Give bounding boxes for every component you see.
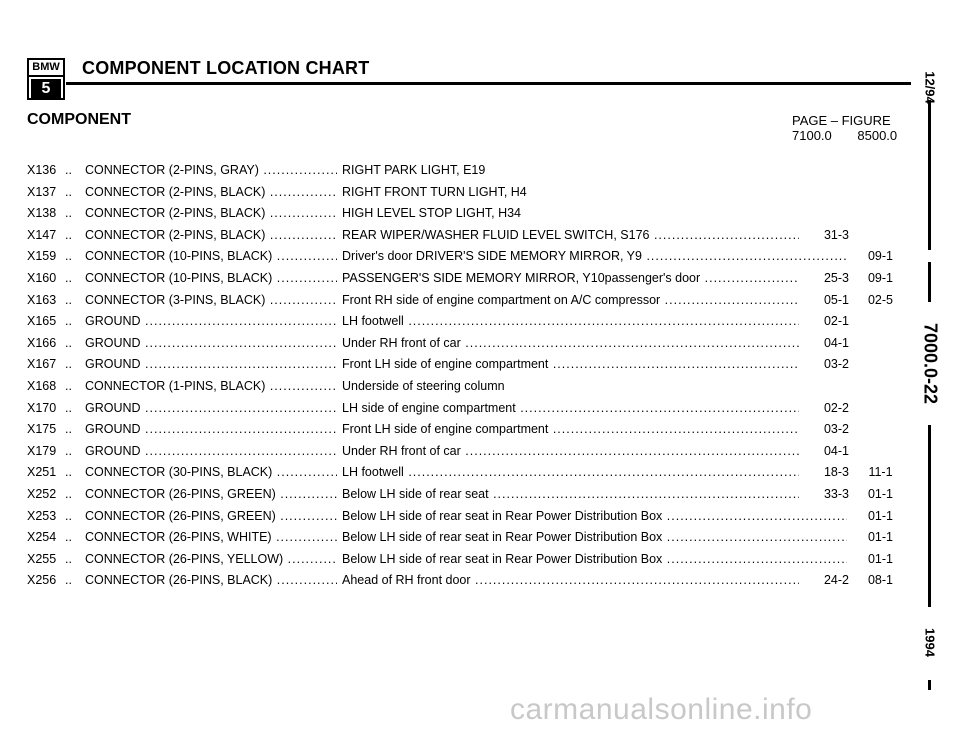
row-separator: .. — [65, 206, 72, 221]
table-row — [27, 441, 907, 461]
table-row — [27, 354, 907, 374]
connector-code: X165 — [27, 314, 57, 329]
component-location: Under RH front of car ..... — [342, 441, 847, 461]
component-name: CONNECTOR (2-PINS, GRAY) ..... — [85, 160, 337, 180]
component-name: CONNECTOR (10-PINS, BLACK) ..... — [85, 268, 337, 288]
component-name: GROUND ..... — [85, 441, 337, 461]
row-separator: .. — [65, 249, 72, 264]
page-reference: 33-3 — [799, 484, 849, 504]
component-location: PASSENGER'S SIDE MEMORY MIRROR, Y10passenger's door ..... — [342, 268, 847, 288]
page-title: COMPONENT LOCATION CHART — [82, 58, 370, 78]
component-location: Below LH side of rear seat in Rear Power Distribution Box ..... — [342, 527, 847, 547]
figure-reference: 01-1 — [867, 508, 894, 523]
component-location: LH footwell ..... — [342, 462, 847, 482]
connector-code: X256 — [27, 573, 57, 588]
figure-reference: 09-1 — [867, 271, 894, 285]
table-row — [27, 527, 907, 547]
component-location: Front LH side of engine compartment ..... — [342, 354, 847, 374]
row-separator: .. — [65, 184, 72, 199]
page-figure-heading: PAGE – FIGURE — [792, 113, 891, 128]
page-reference-value: 7100.0 — [792, 128, 832, 143]
table-row — [27, 398, 907, 418]
component-name: CONNECTOR (2-PINS, BLACK) ..... — [85, 203, 337, 223]
connector-code: X255 — [27, 551, 57, 566]
connector-code: X254 — [27, 530, 57, 545]
component-location: Front LH side of engine compartment ..... — [342, 419, 847, 439]
margin-rule-mid-lower — [928, 425, 931, 607]
component-location: Below LH side of rear seat in Rear Power Distribution Box ..... — [342, 506, 847, 526]
component-name: GROUND ..... — [85, 333, 337, 353]
page-figure-values — [792, 128, 897, 143]
figure-reference: 01-1 — [867, 530, 894, 545]
row-separator: .. — [65, 400, 72, 415]
table-row — [27, 462, 907, 482]
row-separator: .. — [65, 508, 72, 523]
figure-reference-value: 8500.0 — [857, 128, 898, 143]
component-location: Underside of steering column — [342, 379, 505, 393]
row-separator: .. — [65, 487, 72, 501]
page-reference: 24-2 — [799, 570, 849, 590]
page-reference: 03-2 — [799, 354, 849, 374]
connector-code: X253 — [27, 508, 57, 523]
row-separator: .. — [65, 551, 72, 566]
table-row — [27, 506, 907, 526]
component-name: CONNECTOR (26-PINS, WHITE) ..... — [85, 527, 337, 547]
figure-reference: 11-1 — [868, 465, 893, 480]
connector-code: X138 — [27, 206, 57, 221]
connector-code: X166 — [27, 335, 57, 350]
component-column-heading: COMPONENT — [27, 111, 131, 128]
page-reference: 18-3 — [799, 462, 849, 482]
component-name: CONNECTOR (10-PINS, BLACK) ..... — [85, 246, 337, 266]
component-location: LH footwell ..... — [342, 311, 847, 331]
figure-reference: 08-1 — [867, 573, 894, 588]
row-separator: .. — [65, 357, 72, 372]
component-location: Below LH side of rear seat ..... — [342, 484, 847, 504]
row-separator: .. — [65, 530, 72, 545]
component-name: CONNECTOR (26-PINS, YELLOW) ..... — [85, 549, 337, 569]
component-name: CONNECTOR (2-PINS, BLACK) ..... — [85, 225, 337, 245]
connector-code: X163 — [27, 292, 57, 307]
row-separator: .. — [65, 271, 72, 285]
component-name: GROUND ..... — [85, 398, 337, 418]
row-separator: .. — [65, 573, 72, 588]
component-name: CONNECTOR (26-PINS, GREEN) ..... — [85, 484, 337, 504]
component-location: Under RH front of car ..... — [342, 333, 847, 353]
page-reference: 02-1 — [799, 311, 849, 331]
row-separator: .. — [65, 292, 72, 307]
bmw-series-logo — [27, 58, 65, 100]
row-separator: .. — [65, 314, 72, 329]
connector-code: X175 — [27, 422, 57, 437]
connector-code: X147 — [27, 227, 57, 242]
component-name: CONNECTOR (26-PINS, GREEN) ..... — [85, 506, 337, 526]
margin-year: 1994 — [922, 628, 938, 657]
component-location: LH side of engine compartment ..... — [342, 398, 847, 418]
connector-code: X179 — [27, 443, 57, 458]
connector-code: X168 — [27, 379, 57, 393]
component-name: GROUND ..... — [85, 311, 337, 331]
component-name: CONNECTOR (26-PINS, BLACK) ..... — [85, 570, 337, 590]
header-divider — [66, 82, 911, 85]
connector-code: X160 — [27, 271, 57, 285]
component-name: CONNECTOR (1-PINS, BLACK) ..... — [85, 376, 337, 396]
table-row — [27, 419, 907, 439]
connector-code: X137 — [27, 184, 57, 199]
page-reference: 25-3 — [799, 268, 849, 288]
table-row — [27, 160, 907, 180]
margin-page-number: 7000.0-22 — [920, 322, 941, 405]
row-separator: .. — [65, 227, 72, 242]
connector-code: X167 — [27, 357, 57, 372]
table-row — [27, 268, 907, 288]
component-location: Ahead of RH front door ..... — [342, 570, 847, 590]
component-location: REAR WIPER/WASHER FLUID LEVEL SWITCH, S176 ..... — [342, 225, 847, 245]
connector-code: X252 — [27, 487, 57, 501]
table-row — [27, 203, 907, 223]
component-name: CONNECTOR (2-PINS, BLACK) ..... — [85, 182, 337, 202]
margin-rule-bottom — [928, 680, 931, 690]
figure-reference: 01-1 — [867, 551, 894, 566]
table-row — [27, 484, 907, 504]
page-reference: 05-1 — [799, 290, 849, 310]
connector-code: X170 — [27, 400, 57, 415]
connector-code: X136 — [27, 163, 57, 177]
watermark: carmanualsonline.info — [510, 693, 813, 726]
page-reference: 03-2 — [799, 419, 849, 439]
table-row — [27, 182, 907, 202]
logo-series: 5 — [31, 79, 61, 100]
connector-code: X251 — [27, 465, 57, 480]
page-reference: 31-3 — [799, 225, 849, 245]
table-row — [27, 376, 907, 396]
row-separator: .. — [65, 443, 72, 458]
table-row — [27, 290, 907, 310]
row-separator: .. — [65, 379, 72, 393]
component-location: RIGHT FRONT TURN LIGHT, H4 — [342, 184, 527, 199]
component-name: CONNECTOR (3-PINS, BLACK) ..... — [85, 290, 337, 310]
component-location: HIGH LEVEL STOP LIGHT, H34 — [342, 206, 522, 221]
connector-code: X159 — [27, 249, 57, 264]
row-separator: .. — [65, 422, 72, 437]
component-location: Front RH side of engine compartment on A/C compressor ..... — [342, 290, 847, 310]
component-name: GROUND ..... — [85, 419, 337, 439]
row-separator: .. — [65, 335, 72, 350]
component-name: CONNECTOR (30-PINS, BLACK) ..... — [85, 462, 337, 482]
margin-date: 12/94 — [922, 71, 938, 104]
component-location: Below LH side of rear seat in Rear Power Distribution Box ..... — [342, 549, 847, 569]
table-row — [27, 311, 907, 331]
component-location: Driver's door DRIVER'S SIDE MEMORY MIRROR, Y9 ..... — [342, 246, 847, 266]
margin-rule-top — [928, 100, 931, 250]
page-reference: 02-2 — [799, 398, 849, 418]
figure-reference: 02-5 — [867, 292, 894, 307]
component-location: RIGHT PARK LIGHT, E19 — [342, 163, 486, 177]
component-name: GROUND ..... — [85, 354, 337, 374]
table-row — [27, 246, 907, 266]
margin-rule-mid-upper — [928, 262, 931, 302]
table-row — [27, 570, 907, 590]
figure-reference: 01-1 — [867, 487, 894, 501]
table-row — [27, 225, 907, 245]
page-reference: 04-1 — [799, 441, 849, 461]
table-row — [27, 549, 907, 569]
figure-reference: 09-1 — [867, 249, 894, 264]
table-row — [27, 333, 907, 353]
row-separator: .. — [65, 163, 72, 177]
logo-brand: BMW — [29, 60, 63, 77]
row-separator: .. — [65, 465, 72, 480]
page-reference: 04-1 — [799, 333, 849, 353]
